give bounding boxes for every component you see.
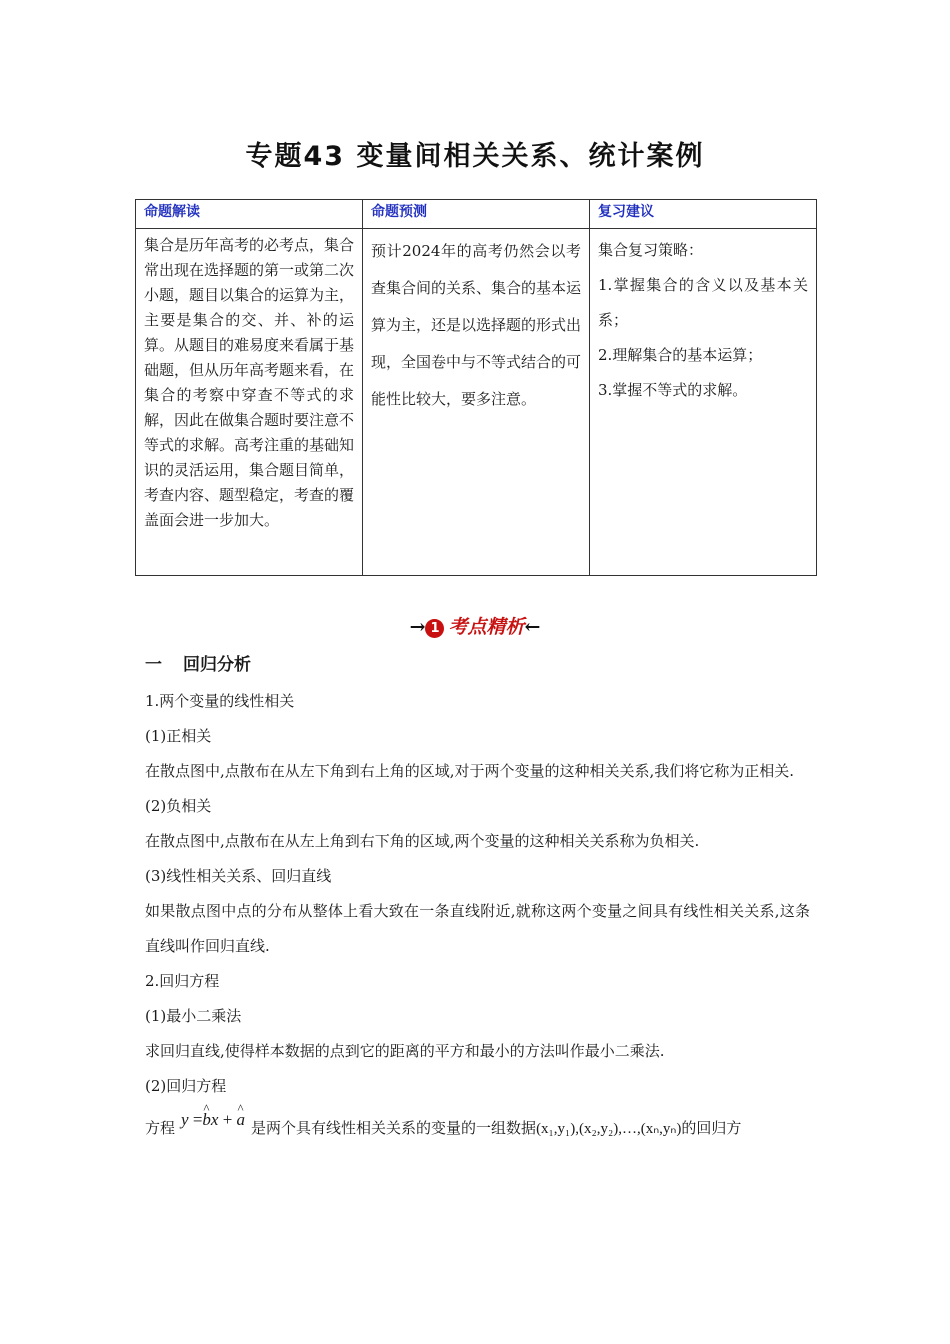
paragraph: 如果散点图中点的分布从整体上看大致在一条直线附近,就称这两个变量之间具有线性相关关系,这条直线叫作回归直线. — [145, 902, 810, 955]
formula-prefix: 方程 — [145, 1119, 176, 1137]
formula-plus: + — [218, 1110, 237, 1129]
review-advice-cell — [590, 229, 817, 576]
interpretation-cell: 集合是历年高考的必考点，集合常出现在选择题的第一或第二次小题，题目以集合的运算为主，主要是集合的交、并、补的运算。从题目的难易度来看属于基础题，但从历年高考题来看，在集合的考察中穿查不等式的求解，因此在做集合题时要注意不等式的求解。高考注重的基础知识的灵活运用，集合题目简单，考查内容、题型稳定，考查的覆盖面会进一步加大。 — [136, 229, 363, 576]
table-body-row — [136, 229, 817, 576]
regression-formula — [175, 1110, 251, 1129]
subheading: (1)最小二乘法 — [145, 1007, 242, 1025]
paragraph: 在散点图中,点散布在从左上角到右下角的区域,两个变量的这种相关关系称为负相关. — [145, 832, 700, 850]
header-interpretation: 命题解读 — [136, 200, 363, 229]
circled-number-badge: 1 — [425, 619, 444, 638]
formula-y: y — [181, 1110, 189, 1129]
advice-line: 2.理解集合的基本运算； — [598, 346, 763, 364]
data-coordinates: (x₁,y₁),(x₂,y₂),…,(xₙ,yₙ) — [536, 1121, 682, 1137]
formula-equals: = — [188, 1110, 203, 1129]
section-title: 回归分析 — [183, 655, 251, 675]
overview-table — [135, 199, 817, 576]
advice-line: 集合复习策略： — [598, 241, 704, 259]
advice-line: 3.掌握不等式的求解。 — [598, 381, 748, 399]
formula-x: x — [210, 1110, 219, 1129]
subheading: (3)线性相关关系、回归直线 — [145, 867, 332, 885]
prediction-cell: 预计2024年的高考仍然会以考查集合间的关系、集合的基本运算为主，还是以选择题的形式出现，全国卷中与不等式结合的可能性比较大，要多注意。 — [363, 229, 590, 576]
paragraph: 求回归直线,使得样本数据的点到它的距离的平方和最小的方法叫作最小二乘法. — [145, 1042, 665, 1060]
header-prediction: 命题预测 — [363, 200, 590, 229]
formula-a-hat: ^ a — [237, 1102, 246, 1137]
right-arrow-icon: → — [409, 616, 426, 638]
subheading: (2)回归方程 — [145, 1077, 227, 1095]
left-arrow-icon: ← — [524, 616, 541, 638]
section-banner — [0, 612, 950, 639]
formula-b-hat: ^ b — [202, 1102, 211, 1137]
table-header-row — [136, 200, 817, 229]
subheading: (1)正相关 — [145, 727, 212, 745]
subheading: 2.回归方程 — [145, 972, 220, 990]
advice-line: 1.掌握集合的含义以及基本关系； — [598, 276, 808, 329]
formula-middle-text: 是两个具有线性相关关系的变量的一组数据 — [251, 1119, 537, 1137]
paragraph: 在散点图中,点散布在从左下角到右上角的区域,对于两个变量的这种相关关系,我们将它称为正相关. — [145, 762, 795, 780]
banner-title: 考点精析 — [448, 616, 525, 638]
subheading: (2)负相关 — [145, 797, 212, 815]
subheading: 1.两个变量的线性相关 — [145, 692, 295, 710]
main-content — [145, 650, 810, 1147]
section-heading — [145, 650, 810, 680]
page-title: 专题43 变量间相关关系、统计案例 — [245, 141, 705, 172]
section-number: 一 — [145, 655, 162, 675]
regression-equation-line — [145, 1110, 810, 1147]
formula-suffix: 的回归方 — [681, 1119, 742, 1137]
header-review-advice: 复习建议 — [590, 200, 817, 229]
